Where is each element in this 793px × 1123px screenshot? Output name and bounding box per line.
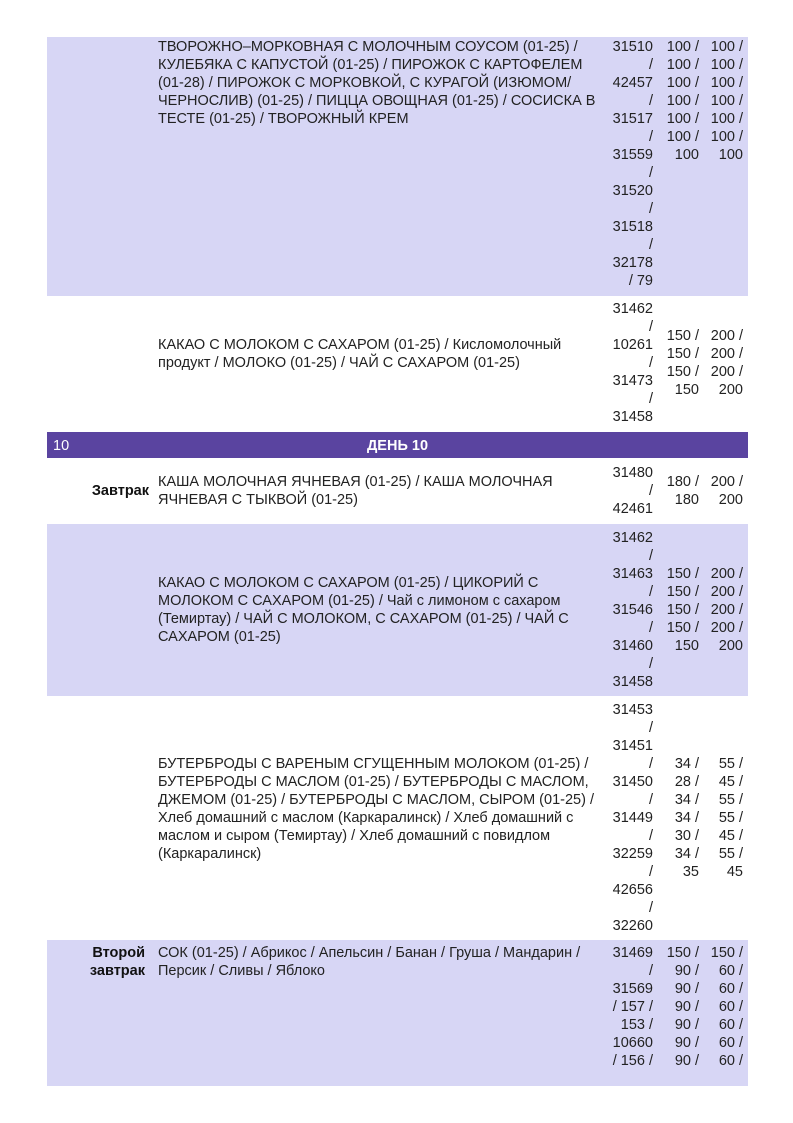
meal-label: Завтрак: [91, 483, 149, 499]
portion-weight-old: [699, 327, 743, 399]
cell-line: 31469: [612, 945, 653, 961]
cell-line: 42457: [612, 75, 653, 91]
cell-line: 100 /: [666, 129, 699, 145]
cell-line: 31458: [612, 409, 653, 425]
cell-line: 55 /: [718, 792, 743, 808]
cell-line: /: [648, 864, 653, 880]
cell-line: 45 /: [718, 774, 743, 790]
cell-line: 150 /: [710, 945, 743, 961]
table-row: [47, 458, 748, 524]
cell-line: 31518: [612, 219, 653, 235]
cell-line: 100 /: [710, 75, 743, 91]
cell-line: 55 /: [718, 846, 743, 862]
cell-line: 153 /: [620, 1017, 653, 1033]
cell-line: 35: [682, 864, 699, 880]
recipe-codes: [603, 464, 653, 518]
cell-line: 180: [674, 492, 699, 508]
cell-line: 34 /: [674, 846, 699, 862]
cell-line: 31520: [612, 183, 653, 199]
cell-line: 200 /: [710, 620, 743, 636]
cell-line: 30 /: [674, 828, 699, 844]
cell-line: 200 /: [710, 602, 743, 618]
portion-weight-young: [653, 944, 699, 1070]
cell-line: 100 /: [666, 39, 699, 55]
cell-line: 34 /: [674, 792, 699, 808]
cell-line: 90 /: [674, 1053, 699, 1069]
cell-line: 150 /: [666, 620, 699, 636]
recipe-codes: [603, 300, 653, 426]
cell-line: 200: [718, 638, 743, 654]
meal-label: Второй завтрак: [89, 945, 145, 979]
cell-line: 42461: [612, 501, 653, 517]
cell-line: 200 /: [710, 364, 743, 380]
dish-list: КАКАО С МОЛОКОМ С САХАРОМ (01-25) / ЦИКОРИЙ С МОЛОКОМ С САХАРОМ (01-25) / Чай с лимоном с сахаром (Темиртау) / ЧАЙ С МОЛОКОМ, С САХАРОМ (01-25) / ЧАЙ С САХАРОМ (01-25): [158, 575, 569, 645]
recipe-codes: [603, 529, 653, 691]
cell-line: 100: [674, 147, 699, 163]
cell-line: 60 /: [718, 1035, 743, 1051]
cell-line: 10660: [612, 1035, 653, 1051]
table-row: [47, 296, 748, 432]
cell-line: /: [648, 656, 653, 672]
cell-line: /: [648, 319, 653, 335]
cell-line: /: [648, 237, 653, 253]
dish-list: БУТЕРБРОДЫ С ВАРЕНЫМ СГУЩЕННЫМ МОЛОКОМ (01-25) / БУТЕРБРОДЫ С МАСЛОМ (01-25) / БУТЕРБРОДЫ С МАСЛОМ, ДЖЕМОМ (01-25) / БУТЕРБРОДЫ С МАСЛОМ, СЫРОМ (01-25) / Хлеб домашний с маслом (Каркаралинск) / Хлеб домашний с маслом и сыром (Темиртау) / Хлеб домашний с повидлом (Каркаралинск): [158, 756, 594, 862]
dish-list: СОК (01-25) / Абрикос / Апельсин / Банан / Груша / Мандарин / Персик / Сливы / Яблоко: [158, 945, 581, 979]
cell-line: 200 /: [710, 584, 743, 600]
portion-weight-young: [653, 327, 699, 399]
cell-line: 31458: [612, 674, 653, 690]
cell-line: /: [648, 391, 653, 407]
cell-line: 150: [674, 638, 699, 654]
cell-line: 90 /: [674, 981, 699, 997]
portion-weight-old: [699, 565, 743, 655]
cell-line: 45: [726, 864, 743, 880]
cell-line: 100 /: [666, 75, 699, 91]
cell-line: 31450: [612, 774, 653, 790]
recipe-codes: [603, 38, 653, 290]
cell-line: 60 /: [718, 981, 743, 997]
cell-line: 31569: [612, 981, 653, 997]
cell-line: /: [648, 963, 653, 979]
dish-list: КАША МОЛОЧНАЯ ЯЧНЕВАЯ (01-25) / КАША МОЛОЧНАЯ ЯЧНЕВАЯ С ТЫКВОЙ (01-25): [158, 474, 553, 508]
cell-line: 100: [718, 147, 743, 163]
cell-line: 45 /: [718, 828, 743, 844]
cell-line: 90 /: [674, 1017, 699, 1033]
cell-line: 60 /: [718, 963, 743, 979]
cell-line: 150 /: [666, 584, 699, 600]
cell-line: 200 /: [710, 328, 743, 344]
cell-line: /: [648, 201, 653, 217]
portion-weight-old: [699, 944, 743, 1070]
cell-line: / 79: [628, 273, 653, 289]
cell-line: /: [648, 900, 653, 916]
cell-line: 31510: [612, 39, 653, 55]
portion-weight-old: [699, 473, 743, 509]
cell-line: 200: [718, 492, 743, 508]
cell-line: 100 /: [710, 93, 743, 109]
cell-line: 55 /: [718, 810, 743, 826]
cell-line: 90 /: [674, 963, 699, 979]
cell-line: 31517: [612, 111, 653, 127]
cell-line: /: [648, 792, 653, 808]
cell-line: /: [648, 355, 653, 371]
cell-line: / 156 /: [612, 1053, 653, 1069]
cell-line: 100 /: [666, 93, 699, 109]
cell-line: 150 /: [666, 328, 699, 344]
cell-line: 60 /: [718, 1053, 743, 1069]
cell-line: /: [648, 129, 653, 145]
dish-list: ТВОРОЖНО–МОРКОВНАЯ С МОЛОЧНЫМ СОУСОМ (01-25) / КУЛЕБЯКА С КАПУСТОЙ (01-25) / ПИРОЖОК С КАРТОФЕЛЕМ (01-28) / ПИРОЖОК С МОРКОВКОЙ, С КУРАГОЙ (ИЗЮМОМ/ЧЕРНОСЛИВ) (01-25) / ПИЦЦА ОВОЩНАЯ (01-25) / СОСИСКА В ТЕСТЕ (01-25) / ТВОРОЖНЫЙ КРЕМ: [158, 39, 596, 127]
cell-line: /: [648, 483, 653, 499]
cell-line: /: [648, 584, 653, 600]
cell-line: /: [648, 620, 653, 636]
recipe-codes: [603, 701, 653, 935]
cell-line: /: [648, 756, 653, 772]
cell-line: 28 /: [674, 774, 699, 790]
cell-line: 100 /: [666, 57, 699, 73]
cell-line: 150 /: [666, 364, 699, 380]
cell-line: 31462: [612, 530, 653, 546]
day-header: [47, 432, 748, 458]
portion-weight-old: [699, 755, 743, 881]
cell-line: 100 /: [710, 111, 743, 127]
cell-line: 31480: [612, 465, 653, 481]
cell-line: /: [648, 548, 653, 564]
cell-line: 34 /: [674, 756, 699, 772]
table-row: [47, 940, 748, 1086]
cell-line: 200 /: [710, 346, 743, 362]
cell-line: 150 /: [666, 346, 699, 362]
cell-line: 32260: [612, 918, 653, 934]
cell-line: 90 /: [674, 999, 699, 1015]
cell-line: 150 /: [666, 945, 699, 961]
cell-line: 180 /: [666, 474, 699, 490]
cell-line: 31449: [612, 810, 653, 826]
portion-weight-old: [699, 38, 743, 164]
cell-line: 10261: [612, 337, 653, 353]
table-row: [47, 37, 748, 296]
portion-weight-young: [653, 755, 699, 881]
cell-line: 31473: [612, 373, 653, 389]
cell-line: 60 /: [718, 999, 743, 1015]
cell-line: 31451: [612, 738, 653, 754]
portion-weight-young: [653, 565, 699, 655]
cell-line: /: [648, 720, 653, 736]
portion-weight-young: [653, 38, 699, 164]
cell-line: 100 /: [710, 57, 743, 73]
recipe-codes: [603, 944, 653, 1070]
cell-line: /: [648, 828, 653, 844]
cell-line: 55 /: [718, 756, 743, 772]
cell-line: /: [648, 57, 653, 73]
cell-line: 31559: [612, 147, 653, 163]
cell-line: 34 /: [674, 810, 699, 826]
cell-line: 150 /: [666, 566, 699, 582]
cell-line: /: [648, 93, 653, 109]
cell-line: 31462: [612, 301, 653, 317]
cell-line: 90 /: [674, 1035, 699, 1051]
cell-line: 31453: [612, 702, 653, 718]
cell-line: 100 /: [666, 111, 699, 127]
cell-line: 31463: [612, 566, 653, 582]
table-row: [47, 696, 748, 940]
portion-weight-young: [653, 473, 699, 509]
cell-line: 150 /: [666, 602, 699, 618]
cell-line: 42656: [612, 882, 653, 898]
cell-line: / 157 /: [612, 999, 653, 1015]
cell-line: 32178: [612, 255, 653, 271]
cell-line: 60 /: [718, 1017, 743, 1033]
dish-list: КАКАО С МОЛОКОМ С САХАРОМ (01-25) / Кисломолочный продукт / МОЛОКО (01-25) / ЧАЙ С САХАРОМ (01-25): [158, 337, 562, 371]
cell-line: 200 /: [710, 566, 743, 582]
cell-line: 31460: [612, 638, 653, 654]
cell-line: /: [648, 165, 653, 181]
cell-line: 150: [674, 382, 699, 398]
cell-line: 100 /: [710, 129, 743, 145]
cell-line: 200 /: [710, 474, 743, 490]
cell-line: 31546: [612, 602, 653, 618]
cell-line: 32259: [612, 846, 653, 862]
day-title: ДЕНЬ 10: [366, 438, 429, 454]
cell-line: 200: [718, 382, 743, 398]
day-number: 10: [53, 438, 70, 454]
table-row: [47, 524, 748, 696]
cell-line: 100 /: [710, 39, 743, 55]
